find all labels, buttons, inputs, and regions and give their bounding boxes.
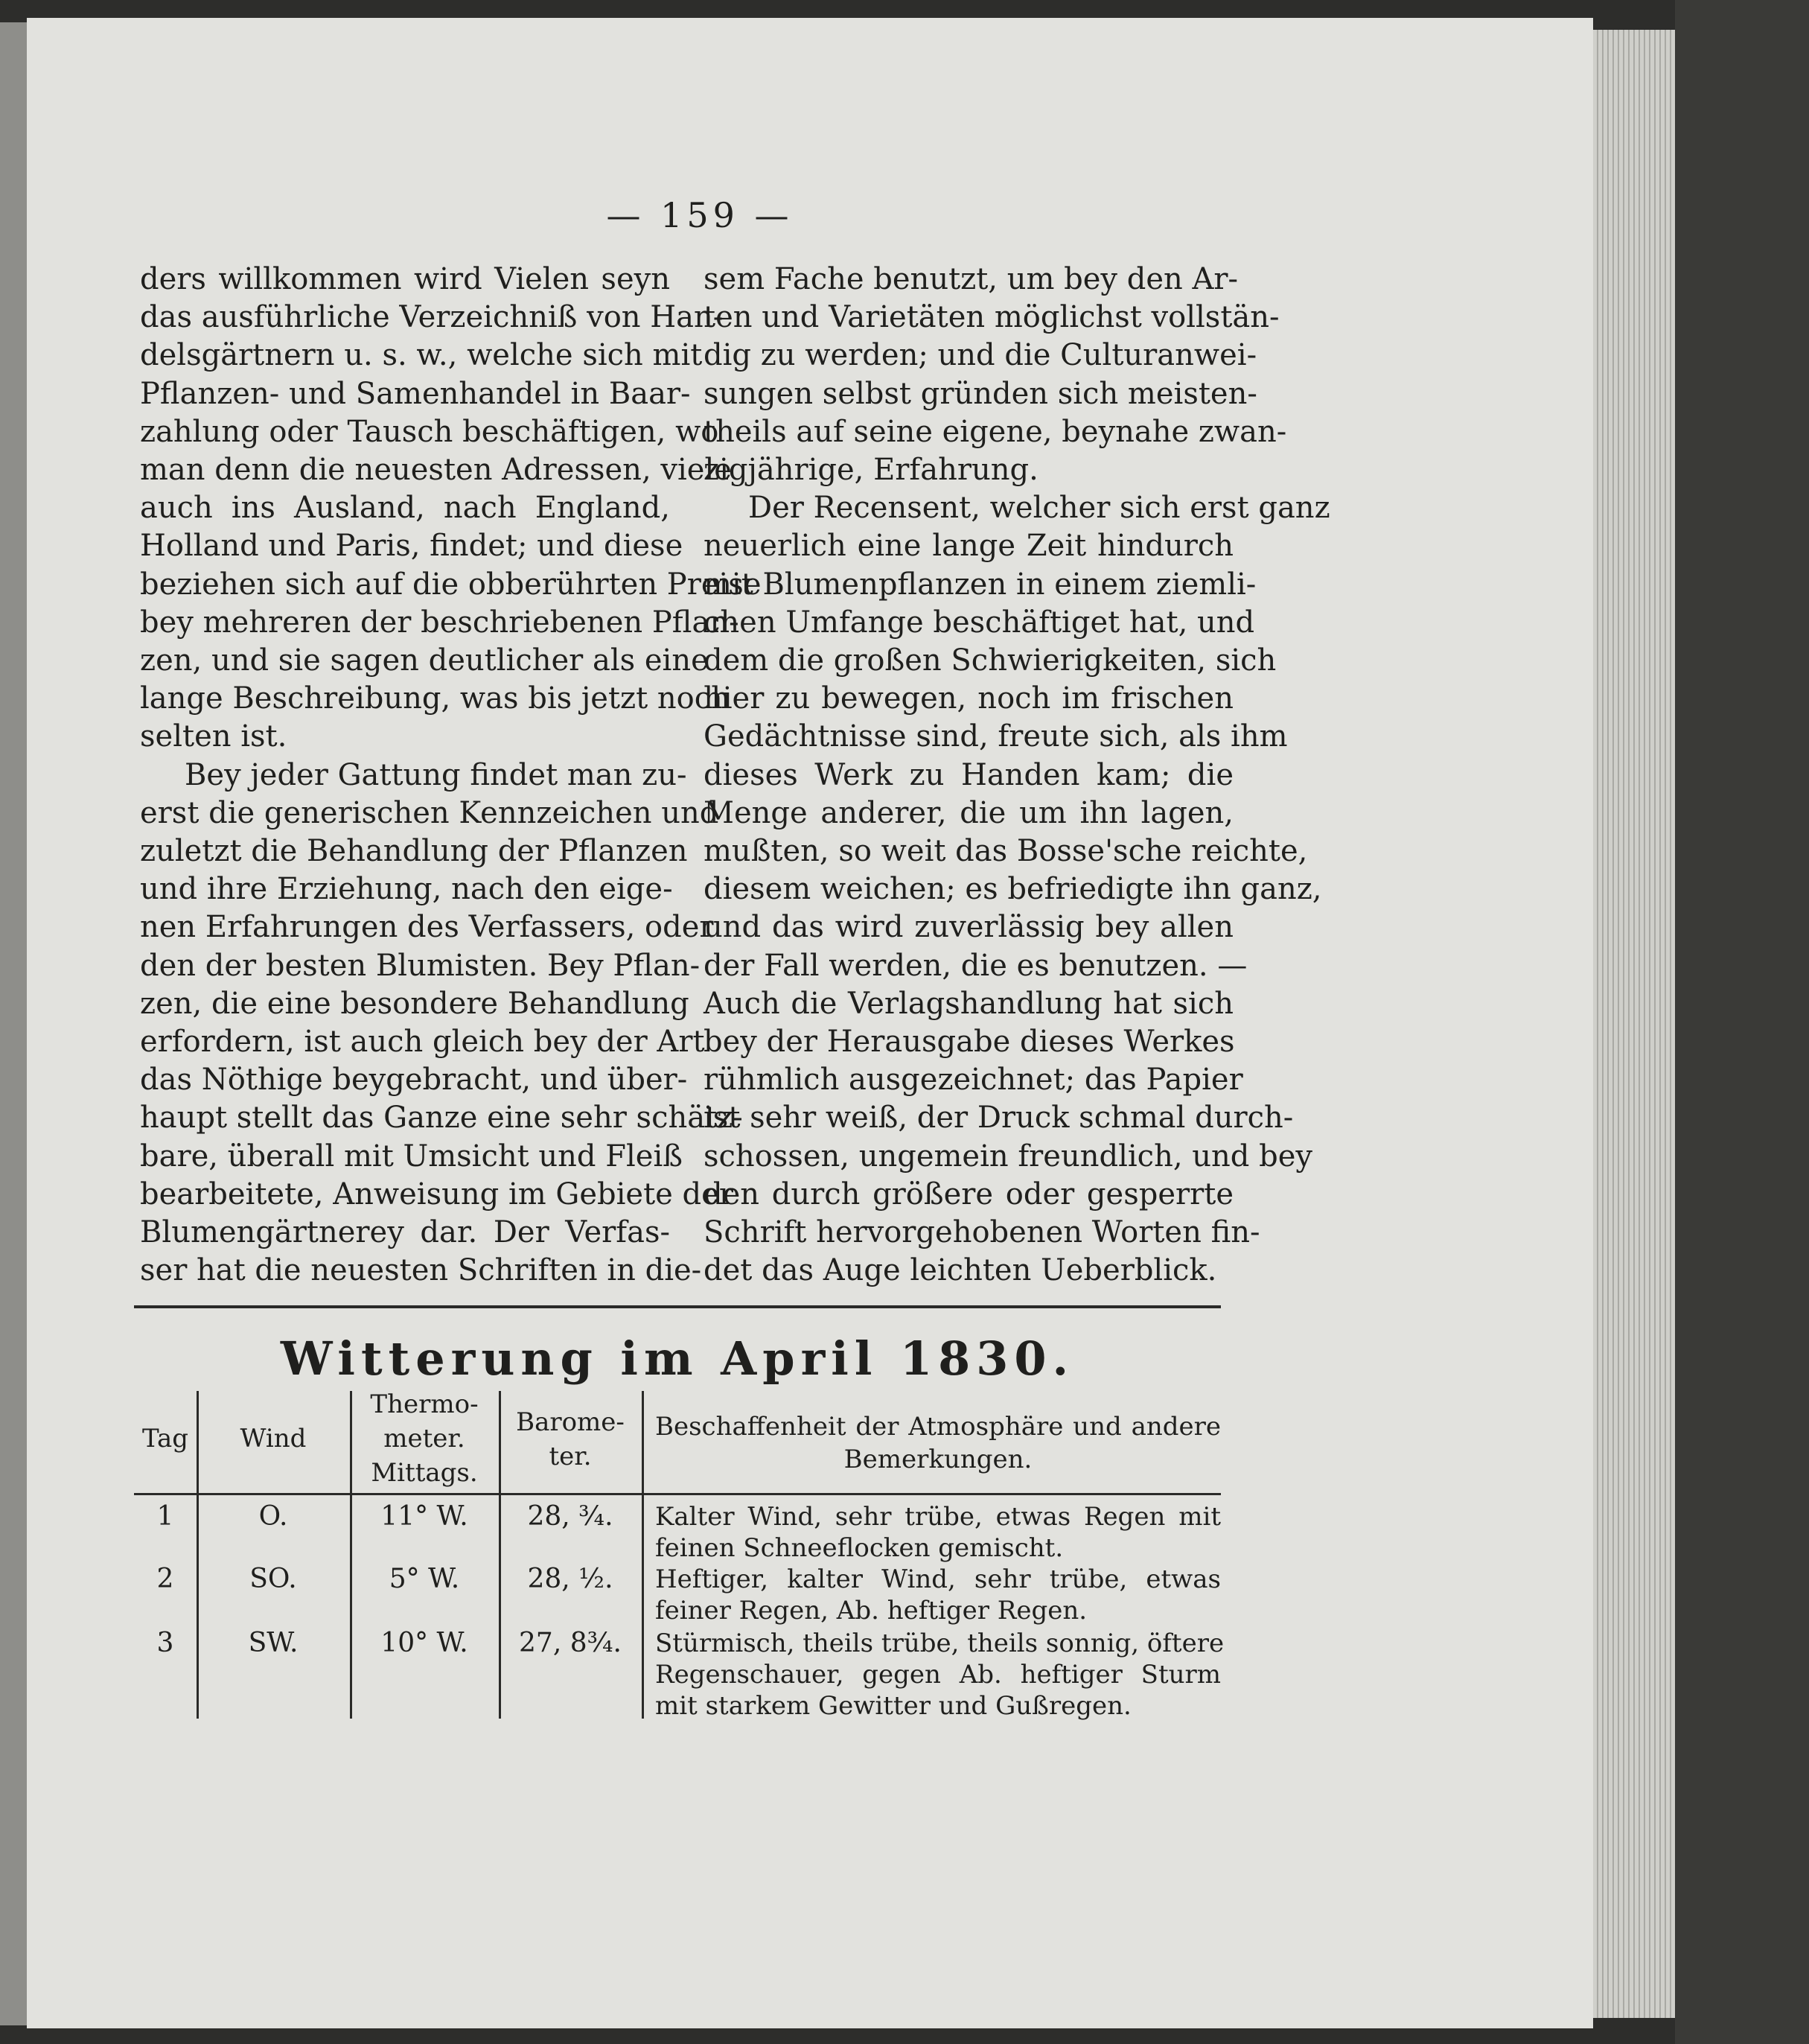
header-remarks-1: Beschaffenheit der Atmosphäre und andere (655, 1412, 1221, 1442)
cell-remarks (655, 1628, 1225, 1722)
section-divider (134, 1305, 1221, 1308)
right-text-column (704, 261, 1330, 1290)
text-line: zen, und sie sagen deutlicher als eine (140, 643, 709, 678)
header-rule (134, 1493, 1221, 1495)
cell-remarks (655, 1501, 1221, 1564)
text-line: erst die generischen Kennzeichen und (140, 795, 719, 830)
cell-wind: SO. (249, 1564, 297, 1594)
text-line: hier zu bewegen, noch im frischen (704, 681, 1234, 716)
text-line: Blumengärtnerey dar. Der Verfas- (140, 1215, 670, 1250)
text-line: mit Blumenpflanzen in einem ziemli- (704, 567, 1257, 602)
header-barometer-2: ter. (549, 1442, 592, 1471)
left-text-column (140, 261, 762, 1290)
cell-wind: SW. (248, 1628, 299, 1658)
text-line: selten ist. (140, 719, 287, 754)
text-line: Gedächtnisse sind, freute sich, als ihm (704, 719, 1288, 754)
text-line: zuletzt die Behandlung der Pflanzen (140, 834, 688, 869)
text-line: beziehen sich auf die obberührten Preise (140, 567, 762, 602)
text-line: nen Erfahrungen des Verfassers, oder (140, 910, 714, 945)
text-line: und das wird zuverlässig bey allen (704, 910, 1234, 945)
book-cover (1675, 0, 1809, 2044)
column-rule (499, 1391, 501, 1719)
text-line: ten und Varietäten möglichst vollstän- (704, 300, 1280, 335)
remark-line: Kalter Wind, sehr trübe, etwas Regen mit (655, 1502, 1221, 1532)
cell-remarks (655, 1564, 1221, 1626)
cell-thermometer: 10° W. (380, 1628, 468, 1658)
page-stack-edge (1593, 30, 1675, 2018)
text-line: der Fall werden, die es benutzen. — (704, 948, 1248, 983)
text-line: schossen, ungemein freundlich, und bey (704, 1139, 1312, 1174)
text-line: dig zu werden; und die Culturanwei- (704, 338, 1257, 373)
cell-barometer: 28, ½. (527, 1564, 613, 1594)
header-thermometer-1: Thermo- (370, 1389, 479, 1419)
text-line: haupt stellt das Ganze eine sehr schätz- (140, 1101, 743, 1136)
text-line: rühmlich ausgezeichnet; das Papier (704, 1063, 1243, 1098)
remark-line: feinen Schneeflocken gemischt. (655, 1533, 1064, 1563)
text-line: ser hat die neuesten Schriften in die- (140, 1253, 702, 1288)
header-thermometer-3: Mittags. (371, 1458, 478, 1488)
cell-thermometer: 11° W. (380, 1501, 468, 1532)
text-line: dieses Werk zu Handen kam; die (704, 757, 1234, 792)
text-line: ders willkommen wird Vielen seyn (140, 262, 670, 296)
text-line: erfordern, ist auch gleich bey der Art (140, 1025, 705, 1060)
text-line: lange Beschreibung, was bis jetzt noch (140, 681, 730, 716)
text-line: Bey jeder Gattung findet man zu- (185, 757, 687, 792)
page-number: — 159 — (606, 195, 794, 235)
cell-thermometer: 5° W. (389, 1564, 460, 1594)
text-line: zen, die eine besondere Behandlung (140, 986, 689, 1021)
text-line: zahlung oder Tausch beschäftigen, wo (140, 414, 719, 449)
text-line: Holland und Paris, findet; und diese (140, 529, 683, 564)
header-remarks-2: Bemerkungen. (843, 1445, 1033, 1474)
header-day: Tag (141, 1424, 189, 1454)
text-line: diesem weichen; es befriedigte ihn ganz, (704, 872, 1322, 907)
remark-line: Stürmisch, theils trübe, theils sonnig, öftere (655, 1628, 1225, 1658)
cell-day: 1 (156, 1501, 174, 1532)
weather-table-title: Witterung im April 1830. (280, 1331, 1075, 1386)
text-line: delsgärtnern u. s. w., welche sich mit (140, 338, 703, 373)
remark-line: feiner Regen, Ab. heftiger Regen. (655, 1596, 1088, 1626)
text-line: sungen selbst gründen sich meisten- (704, 376, 1257, 411)
text-line: chen Umfange beschäftiget hat, und (704, 605, 1255, 640)
text-line: auch ins Ausland, nach England, (140, 491, 670, 526)
text-line: ist sehr weiß, der Druck schmal durch- (704, 1101, 1294, 1136)
header-wind: Wind (240, 1424, 307, 1454)
remark-line: Regenschauer, gegen Ab. heftiger Sturm (655, 1660, 1221, 1690)
text-line: zigjährige, Erfahrung. (704, 453, 1038, 488)
cell-day: 2 (156, 1564, 174, 1594)
text-line: dem die großen Schwierigkeiten, sich (704, 643, 1277, 678)
text-line: Schrift hervorgehobenen Worten fin- (704, 1215, 1260, 1250)
text-line: sem Fache benutzt, um bey den Ar- (704, 262, 1239, 296)
text-line: das Nöthige beygebracht, und über- (140, 1063, 688, 1098)
text-line: bey mehreren der beschriebenen Pflan- (140, 605, 739, 640)
text-line: mußten, so weit das Bosse'sche reichte, (704, 834, 1308, 869)
cell-wind: O. (258, 1501, 288, 1532)
text-line: neuerlich eine lange Zeit hindurch (704, 529, 1234, 564)
column-rule (642, 1391, 644, 1719)
text-line: und ihre Erziehung, nach den eige- (140, 872, 673, 907)
text-line: bearbeitete, Anweisung im Gebiete der (140, 1177, 733, 1212)
text-line: Der Recensent, welcher sich erst ganz (748, 491, 1330, 526)
remark-line: mit starkem Gewitter und Gußregen. (655, 1691, 1132, 1721)
remark-line: Heftiger, kalter Wind, sehr trübe, etwas (655, 1564, 1221, 1594)
text-line: den durch größere oder gesperrte (704, 1177, 1234, 1212)
text-line: Pflanzen- und Samenhandel in Baar- (140, 376, 691, 411)
text-line: det das Auge leichten Ueberblick. (704, 1253, 1217, 1288)
text-line: theils auf seine eigene, beynahe zwan- (704, 414, 1287, 449)
cell-day: 3 (156, 1628, 174, 1658)
cell-barometer: 27, 8¾. (519, 1628, 622, 1658)
facing-page-edge (0, 22, 27, 2025)
header-thermometer-2: meter. (383, 1424, 465, 1454)
text-line: Menge anderer, die um ihn lagen, (704, 795, 1234, 830)
header-barometer-1: Barome- (516, 1407, 625, 1437)
cell-barometer: 28, ¾. (527, 1501, 613, 1532)
text-line: Auch die Verlagshandlung hat sich (704, 986, 1234, 1021)
text-line: bey der Herausgabe dieses Werkes (704, 1025, 1235, 1060)
text-line: bare, überall mit Umsicht und Fleiß (140, 1139, 683, 1174)
text-line: das ausführliche Verzeichniß von Han- (140, 300, 724, 335)
text-line: den der besten Blumisten. Bey Pflan- (140, 948, 701, 983)
text-line: man denn die neuesten Adressen, viele (140, 453, 732, 488)
